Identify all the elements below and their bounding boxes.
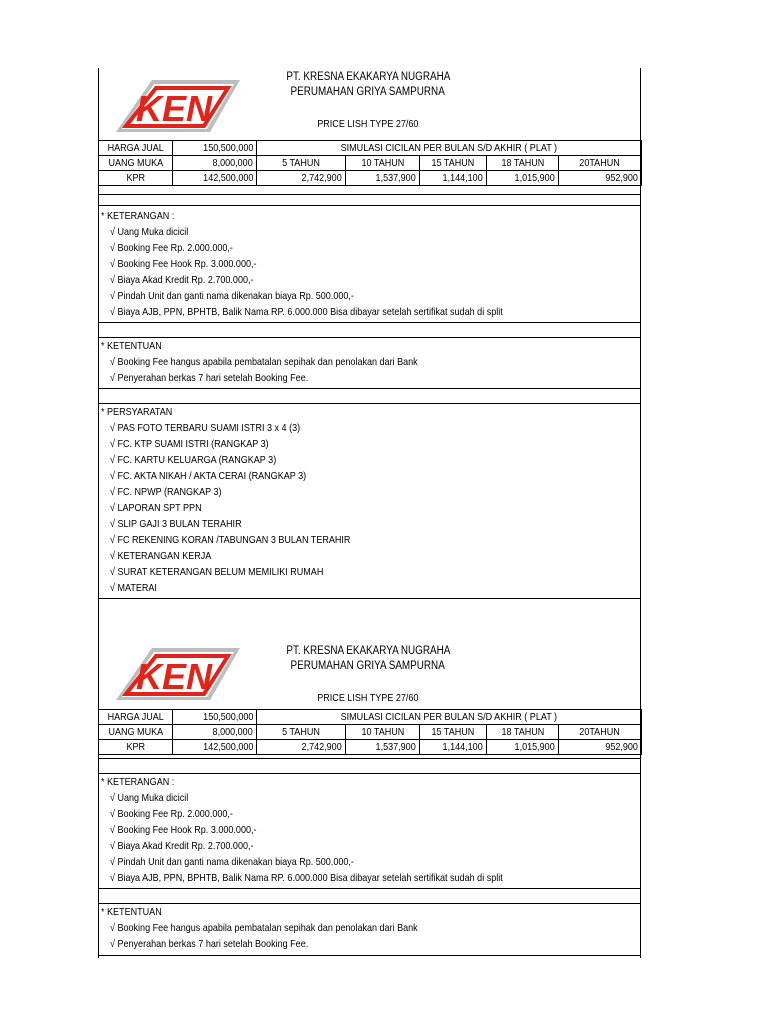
list-item: √ Biaya Akad Kredit Rp. 2.700.000,-	[110, 840, 254, 852]
installment-value: 1,144,100	[442, 172, 483, 184]
divider	[98, 955, 641, 956]
list-item: √ FC. KTP SUAMI ISTRI (RANGKAP 3)	[110, 438, 269, 450]
list-item: √ Booking Fee Hook Rp. 3.000.000,-	[110, 258, 257, 270]
list-item: √ Penyerahan berkas 7 hari setelah Booking Fee.	[110, 938, 309, 950]
list-item: √ MATERAI	[110, 582, 157, 594]
installment-value: 952,900	[605, 172, 639, 184]
project-name: PERUMAHAN GRIYA SAMPURNA	[290, 86, 446, 98]
tenor-header: 18 TAHUN	[501, 726, 544, 738]
list-item: √ Pindah Unit dan ganti nama dikenakan biaya Rp. 500.000,-	[110, 856, 354, 868]
kpr-value: 142,500,000	[202, 741, 253, 753]
project-name: PERUMAHAN GRIYA SAMPURNA	[290, 660, 446, 672]
price-sheet-1	[98, 68, 641, 600]
price-table	[98, 709, 642, 755]
company-name: PT. KRESNA EKAKARYA NUGRAHA	[286, 71, 450, 83]
installment-value: 952,900	[605, 741, 639, 753]
list-item: √ Booking Fee Rp. 2.000.000,-	[110, 808, 233, 820]
list-item: √ FC REKENING KORAN /TABUNGAN 3 BULAN TERAHIR	[110, 534, 351, 546]
installment-value: 1,537,900	[375, 172, 416, 184]
separator	[98, 322, 641, 338]
list-item: √ PAS FOTO TERBARU SUAMI ISTRI 3 x 4 (3)	[110, 422, 301, 434]
kpr-label: KPR	[126, 172, 145, 184]
list-item: √ KETERANGAN KERJA	[110, 550, 212, 562]
harga-jual-value: 150,500,000	[202, 142, 253, 154]
list-item: √ FC. NPWP (RANGKAP 3)	[110, 486, 222, 498]
tenor-header: 10 TAHUN	[361, 157, 404, 169]
tenor-header: 5 TAHUN	[282, 726, 320, 738]
simulasi-label: SIMULASI CICILAN PER BULAN S/D AKHIR ( PLAT )	[340, 142, 558, 154]
ketentuan-title: * KETENTUAN	[101, 340, 162, 352]
list-item: √ Pindah Unit dan ganti nama dikenakan biaya Rp. 500.000,-	[110, 290, 354, 302]
uang-muka-value: 8,000,000	[212, 726, 253, 738]
persyaratan-title: * PERSYARATAN	[101, 406, 173, 418]
tenor-header: 15 TAHUN	[431, 726, 475, 738]
separator	[98, 194, 641, 206]
table-row	[99, 141, 642, 156]
list-item: √ SLIP GAJI 3 BULAN TERAHIR	[110, 518, 242, 530]
table-row	[99, 171, 642, 186]
keterangan-title: * KETERANGAN :	[101, 210, 175, 222]
tenor-header: 20TAHUN	[579, 726, 621, 738]
price-list-title: PRICE LISH TYPE 27/60	[317, 692, 419, 704]
list-item: √ Uang Muka dicicil	[110, 792, 189, 804]
logo-lettering: KEN	[136, 656, 213, 697]
list-item: √ SURAT KETERANGAN BELUM MEMILIKI RUMAH	[110, 566, 324, 578]
kpr-value: 142,500,000	[202, 172, 253, 184]
kpr-label: KPR	[126, 741, 145, 753]
keterangan-title: * KETERANGAN :	[101, 776, 175, 788]
list-item: √ Booking Fee Hook Rp. 3.000.000,-	[110, 824, 257, 836]
uang-muka-label: UANG MUKA	[108, 726, 163, 738]
installment-value: 1,537,900	[375, 741, 416, 753]
list-item: √ FC. AKTA NIKAH / AKTA CERAI (RANGKAP 3)	[110, 470, 307, 482]
list-item: √ Booking Fee hangus apabila pembatalan sepihak dan penolakan dari Bank	[110, 356, 418, 368]
simulasi-label: SIMULASI CICILAN PER BULAN S/D AKHIR ( PLAT )	[340, 711, 558, 723]
table-row	[99, 156, 642, 171]
harga-jual-label: HARGA JUAL	[107, 711, 164, 723]
list-item: √ Penyerahan berkas 7 hari setelah Booking Fee.	[110, 372, 309, 384]
list-item: √ Booking Fee hangus apabila pembatalan sepihak dan penolakan dari Bank	[110, 922, 418, 934]
list-item: √ Biaya AJB, PPN, BPHTB, Balik Nama RP. 6.000.000 Bisa dibayar setelah sertifikat sudah di split	[110, 872, 503, 884]
tenor-header: 5 TAHUN	[282, 157, 320, 169]
separator	[98, 888, 641, 904]
list-item: √ Biaya Akad Kredit Rp. 2.700.000,-	[110, 274, 254, 286]
logo-lettering: KEN	[136, 88, 213, 129]
list-item: √ Biaya AJB, PPN, BPHTB, Balik Nama RP. 6.000.000 Bisa dibayar setelah sertifikat sudah di split	[110, 306, 503, 318]
table-row	[99, 725, 642, 740]
separator	[98, 388, 641, 404]
price-table	[98, 140, 642, 186]
list-item: √ Uang Muka dicicil	[110, 226, 189, 238]
installment-value: 2,742,900	[301, 172, 342, 184]
list-item: √ LAPORAN SPT PPN	[110, 502, 202, 514]
ketentuan-title: * KETENTUAN	[101, 906, 162, 918]
uang-muka-value: 8,000,000	[212, 157, 253, 169]
list-item: √ FC. KARTU KELUARGA (RANGKAP 3)	[110, 454, 277, 466]
harga-jual-value: 150,500,000	[202, 711, 253, 723]
separator	[98, 758, 641, 774]
list-item: √ Booking Fee Rp. 2.000.000,-	[110, 242, 233, 254]
uang-muka-label: UANG MUKA	[108, 157, 163, 169]
price-sheet-2	[98, 598, 641, 958]
table-row	[99, 710, 642, 725]
installment-value: 1,144,100	[442, 741, 483, 753]
price-list-title: PRICE LISH TYPE 27/60	[317, 118, 419, 130]
table-row	[99, 740, 642, 755]
installment-value: 1,015,900	[514, 741, 555, 753]
company-name: PT. KRESNA EKAKARYA NUGRAHA	[286, 645, 450, 657]
tenor-header: 20TAHUN	[579, 157, 621, 169]
harga-jual-label: HARGA JUAL	[107, 142, 164, 154]
tenor-header: 10 TAHUN	[361, 726, 404, 738]
installment-value: 2,742,900	[301, 741, 342, 753]
tenor-header: 15 TAHUN	[431, 157, 475, 169]
tenor-header: 18 TAHUN	[501, 157, 544, 169]
installment-value: 1,015,900	[514, 172, 555, 184]
